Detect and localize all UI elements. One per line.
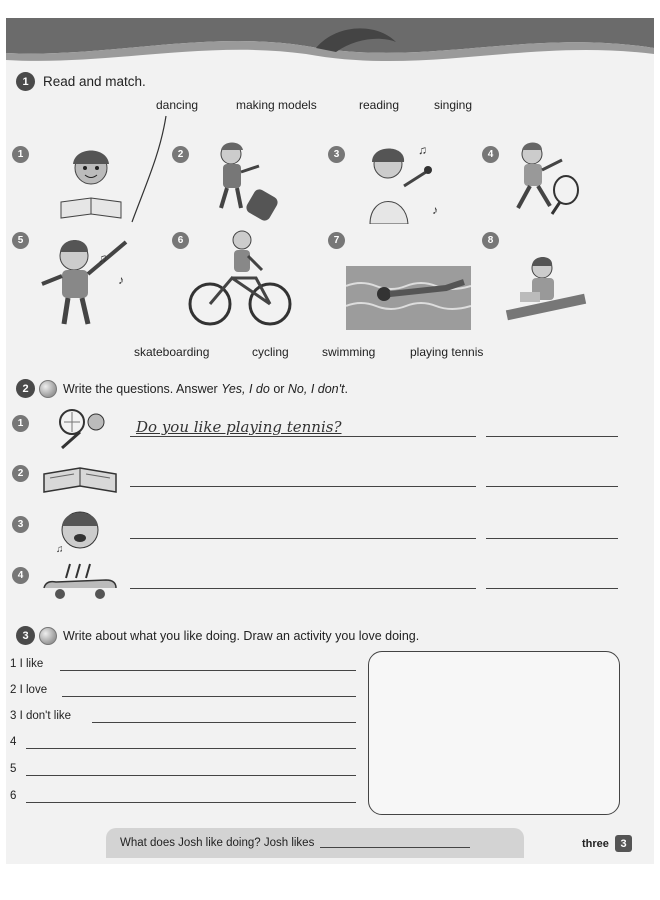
svg-text:♫: ♫ (56, 544, 64, 555)
book-icon (40, 464, 120, 498)
answer-line-question[interactable] (130, 486, 476, 487)
word-swimming: swimming (322, 345, 376, 359)
section-number: 1 (16, 72, 35, 91)
write-row: 3 I don't like (10, 710, 72, 722)
write-row: 2 I love (10, 684, 48, 696)
section-number: 2 (16, 379, 35, 398)
write-row: 6 (10, 790, 17, 802)
drawing-box[interactable] (368, 651, 620, 815)
footer-question-tab (106, 828, 524, 858)
skateboard-icon (40, 558, 120, 604)
picture-number: 6 (172, 232, 189, 249)
write-row: 5 (10, 763, 17, 775)
section-title: Read and match. (43, 74, 146, 89)
boy-dancing-picture (34, 226, 134, 326)
word-cycling: cycling (252, 345, 289, 359)
skateboarder-picture (201, 136, 281, 222)
worksheet-page (6, 18, 654, 864)
answer-line-question[interactable] (130, 436, 476, 437)
writing-line[interactable] (26, 802, 356, 803)
girl-making-models-picture (500, 250, 590, 330)
picture-number: 8 (482, 232, 499, 249)
word-making-models: making models (236, 98, 317, 112)
word-skateboarding: skateboarding (134, 345, 210, 359)
answer-line-question[interactable] (130, 538, 476, 539)
picture-number: 2 (172, 146, 189, 163)
match-line (126, 114, 176, 224)
answer-line-question[interactable] (130, 588, 476, 589)
section-1-heading (16, 72, 146, 91)
item-number: 1 (12, 415, 29, 432)
picture-number: 1 (12, 146, 29, 163)
footer-question: What does Josh like doing? Josh likes (120, 837, 315, 849)
page-number: 3 (615, 835, 632, 852)
write-row: 4 (10, 736, 17, 748)
answer-line-short[interactable] (486, 588, 618, 589)
word-singing: singing (434, 98, 473, 112)
footer-answer-line[interactable] (320, 847, 470, 848)
girl-singing-picture (356, 138, 446, 224)
item-number: 2 (12, 465, 29, 482)
picture-number: 7 (328, 232, 345, 249)
section-number: 3 (16, 626, 35, 645)
word-reading: reading (359, 98, 400, 112)
header-banner (6, 18, 654, 80)
writing-line[interactable] (92, 722, 356, 723)
writing-line[interactable] (62, 696, 356, 697)
item-number: 3 (12, 516, 29, 533)
section-2-heading (16, 379, 348, 398)
svg-text:♪: ♪ (432, 203, 438, 217)
tennis-racket-icon (56, 408, 108, 450)
swimmer-picture (346, 266, 471, 330)
singing-boy-icon (54, 504, 106, 556)
writing-line[interactable] (26, 748, 356, 749)
section-title: Write about what you like doing. Draw an activity you love doing. (63, 628, 420, 643)
word-dancing: dancing (156, 98, 199, 112)
girl-reading-picture (51, 142, 131, 222)
svg-text:♫: ♫ (98, 251, 107, 265)
picture-number: 3 (328, 146, 345, 163)
item-number: 4 (12, 567, 29, 584)
svg-text:♫: ♫ (418, 143, 427, 157)
picture-number: 5 (12, 232, 29, 249)
word-playing-tennis: playing tennis (410, 345, 484, 359)
answer-line-short[interactable] (486, 486, 618, 487)
girl-cycling-picture (186, 226, 296, 330)
globe-icon (39, 380, 57, 398)
writing-line[interactable] (26, 775, 356, 776)
page-word: three (582, 838, 609, 850)
answer-line-short[interactable] (486, 538, 618, 539)
example-answer: Do you like playing tennis? (136, 418, 342, 436)
section-title: Write the questions. Answer Yes, I do or No, I don't. (63, 381, 348, 396)
section-3-heading (16, 626, 419, 645)
boy-tennis-picture (506, 138, 586, 220)
picture-number: 4 (482, 146, 499, 163)
writing-line[interactable] (60, 670, 356, 671)
write-row: 1 I like (10, 658, 44, 670)
globe-icon (39, 627, 57, 645)
answer-line-short[interactable] (486, 436, 618, 437)
svg-text:♪: ♪ (118, 273, 124, 287)
